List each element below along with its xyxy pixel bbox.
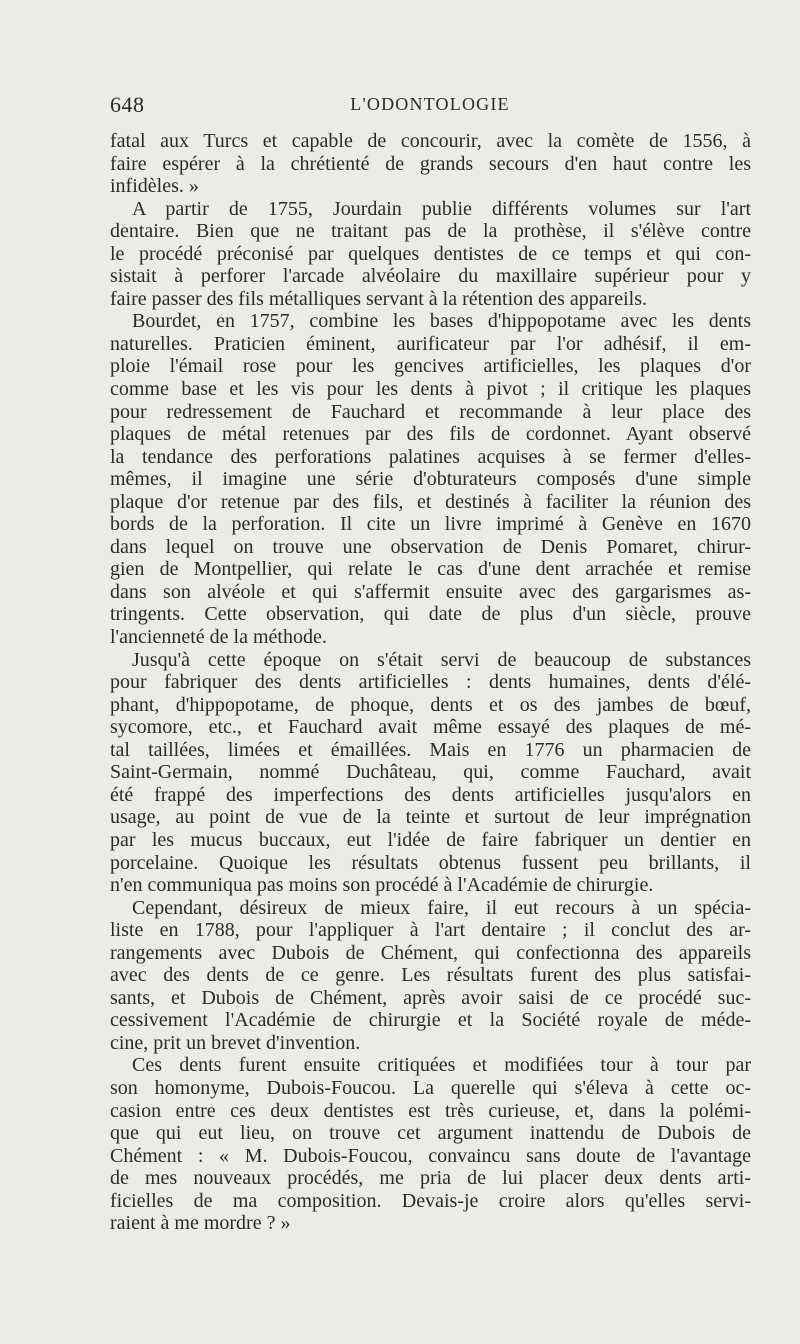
text-line: cine, prit un brevet d'invention. bbox=[110, 1031, 361, 1054]
text-line: raient à me mordre ? » bbox=[110, 1212, 291, 1235]
text-line: dans lequel on trouve une observation de Denis Pomaret, chirur- bbox=[110, 535, 751, 558]
text-line: faire espérer à la chrétienté de grands secours d'en haut contre les bbox=[110, 152, 751, 175]
text-line: liste en 1788, pour l'appliquer à l'art dentaire ; il conclut des ar- bbox=[110, 919, 751, 942]
running-head: L'ODONTOLOGIE bbox=[350, 94, 510, 114]
text-line: le procédé préconisé par quelques dentistes de ce temps et qui con- bbox=[110, 242, 751, 265]
text-line: ficielles de ma composition. Devais-je croire alors qu'elles servi- bbox=[110, 1189, 751, 1212]
text-line: Jusqu'à cette époque on s'était servi de beaucoup de substances bbox=[132, 648, 751, 671]
text-line: infidèles. » bbox=[110, 175, 199, 198]
text-line: été frappé des imperfections des dents artificielles jusqu'alors en bbox=[110, 783, 751, 806]
text-line: cessivement l'Académie de chirurgie et la Société royale de méde- bbox=[110, 1009, 751, 1032]
text-line: A partir de 1755, Jourdain publie différents volumes sur l'art bbox=[132, 197, 751, 220]
text-line: gien de Montpellier, qui relate le cas d'une dent arrachée et remise bbox=[110, 558, 751, 581]
text-line: usage, au point de vue de la teinte et surtout de leur imprégnation bbox=[110, 806, 751, 829]
text-line: de mes nouveaux procédés, me pria de lui placer deux dents arti- bbox=[110, 1167, 751, 1190]
page-header bbox=[110, 92, 750, 122]
text-line: pour redressement de Fauchard et recommande à leur place des bbox=[110, 400, 751, 423]
text-line: Chément : « M. Dubois-Foucou, convaincu sans doute de l'avantage bbox=[110, 1144, 751, 1167]
text-line: plaque d'or retenue par des fils, et destinés à faciliter la réunion des bbox=[110, 490, 751, 513]
text-line: ploie l'émail rose pour les gencives artificielles, les plaques d'or bbox=[110, 355, 751, 378]
paragraph bbox=[110, 130, 751, 198]
body-text bbox=[110, 130, 751, 1235]
text-line: Bourdet, en 1757, combine les bases d'hippopotame avec les dents bbox=[132, 310, 751, 333]
text-line: rangements avec Dubois de Chément, qui confectionna des appareils bbox=[110, 941, 751, 964]
text-line: sants, et Dubois de Chément, après avoir saisi de ce procédé suc- bbox=[110, 986, 751, 1009]
text-line: que qui eut lieu, on trouve cet argument inattendu de Dubois de bbox=[110, 1122, 751, 1145]
paragraph bbox=[110, 310, 751, 648]
text-line: faire passer des fils métalliques servant à la rétention des appareils. bbox=[110, 287, 648, 310]
text-line: pour fabriquer des dents artificielles : dents humaines, dents d'élé- bbox=[110, 671, 751, 694]
page-number: 648 bbox=[110, 92, 145, 117]
text-line: porcelaine. Quoique les résultats obtenus fussent peu brillants, il bbox=[110, 851, 751, 874]
text-line: naturelles. Praticien éminent, aurificateur par l'or adhésif, il em- bbox=[110, 332, 751, 355]
paragraph bbox=[110, 198, 751, 311]
text-line: l'ancienneté de la méthode. bbox=[110, 626, 327, 649]
paragraph bbox=[110, 1054, 751, 1234]
text-line: bords de la perforation. Il cite un livre imprimé à Genève en 1670 bbox=[110, 513, 751, 536]
text-line: Ces dents furent ensuite critiquées et modifiées tour à tour par bbox=[132, 1054, 751, 1077]
text-line: Cependant, désireux de mieux faire, il eut recours à un spécia- bbox=[132, 896, 751, 919]
text-line: plaques de métal retenues par des fils de cordonnet. Ayant observé bbox=[110, 423, 751, 446]
text-line: sycomore, etc., et Fauchard avait même essayé des plaques de mé- bbox=[110, 716, 751, 739]
text-line: tringents. Cette observation, qui date de plus d'un siècle, prouve bbox=[110, 603, 751, 626]
text-line: avec des dents de ce genre. Les résultats furent des plus satisfai- bbox=[110, 964, 751, 987]
text-line: dans son alvéole et qui s'affermit ensuite avec des gargarismes as- bbox=[110, 580, 751, 603]
text-line: dentaire. Bien que ne traitant pas de la prothèse, il s'élève contre bbox=[110, 220, 751, 243]
text-line: comme base et les vis pour les dents à pivot ; il critique les plaques bbox=[110, 378, 751, 401]
text-line: n'en communiqua pas moins son procédé à l'Académie de chirurgie. bbox=[110, 874, 654, 897]
text-line: son homonyme, Dubois-Foucou. La querelle qui s'éleva à cette oc- bbox=[110, 1076, 751, 1099]
text-line: Saint-Germain, nommé Duchâteau, qui, comme Fauchard, avait bbox=[110, 761, 751, 784]
text-line: la tendance des perforations palatines acquises à se fermer d'elles- bbox=[110, 445, 751, 468]
text-line: casion entre ces deux dentistes est très curieuse, et, dans la polémi- bbox=[110, 1099, 751, 1122]
text-line: fatal aux Turcs et capable de concourir, avec la comète de 1556, à bbox=[110, 130, 751, 152]
text-line: phant, d'hippopotame, de phoque, dents et os des jambes de bœuf, bbox=[110, 693, 751, 716]
text-line: sistait à perforer l'arcade alvéolaire du maxillaire supérieur pour y bbox=[110, 265, 751, 288]
paragraph bbox=[110, 897, 751, 1055]
text-line: mêmes, il imagine une série d'obturateurs composés d'une simple bbox=[110, 468, 751, 491]
text-line: par les mucus buccaux, eut l'idée de faire fabriquer un dentier en bbox=[110, 828, 751, 851]
paragraph bbox=[110, 649, 751, 897]
text-line: tal taillées, limées et émaillées. Mais en 1776 un pharmacien de bbox=[110, 738, 751, 761]
